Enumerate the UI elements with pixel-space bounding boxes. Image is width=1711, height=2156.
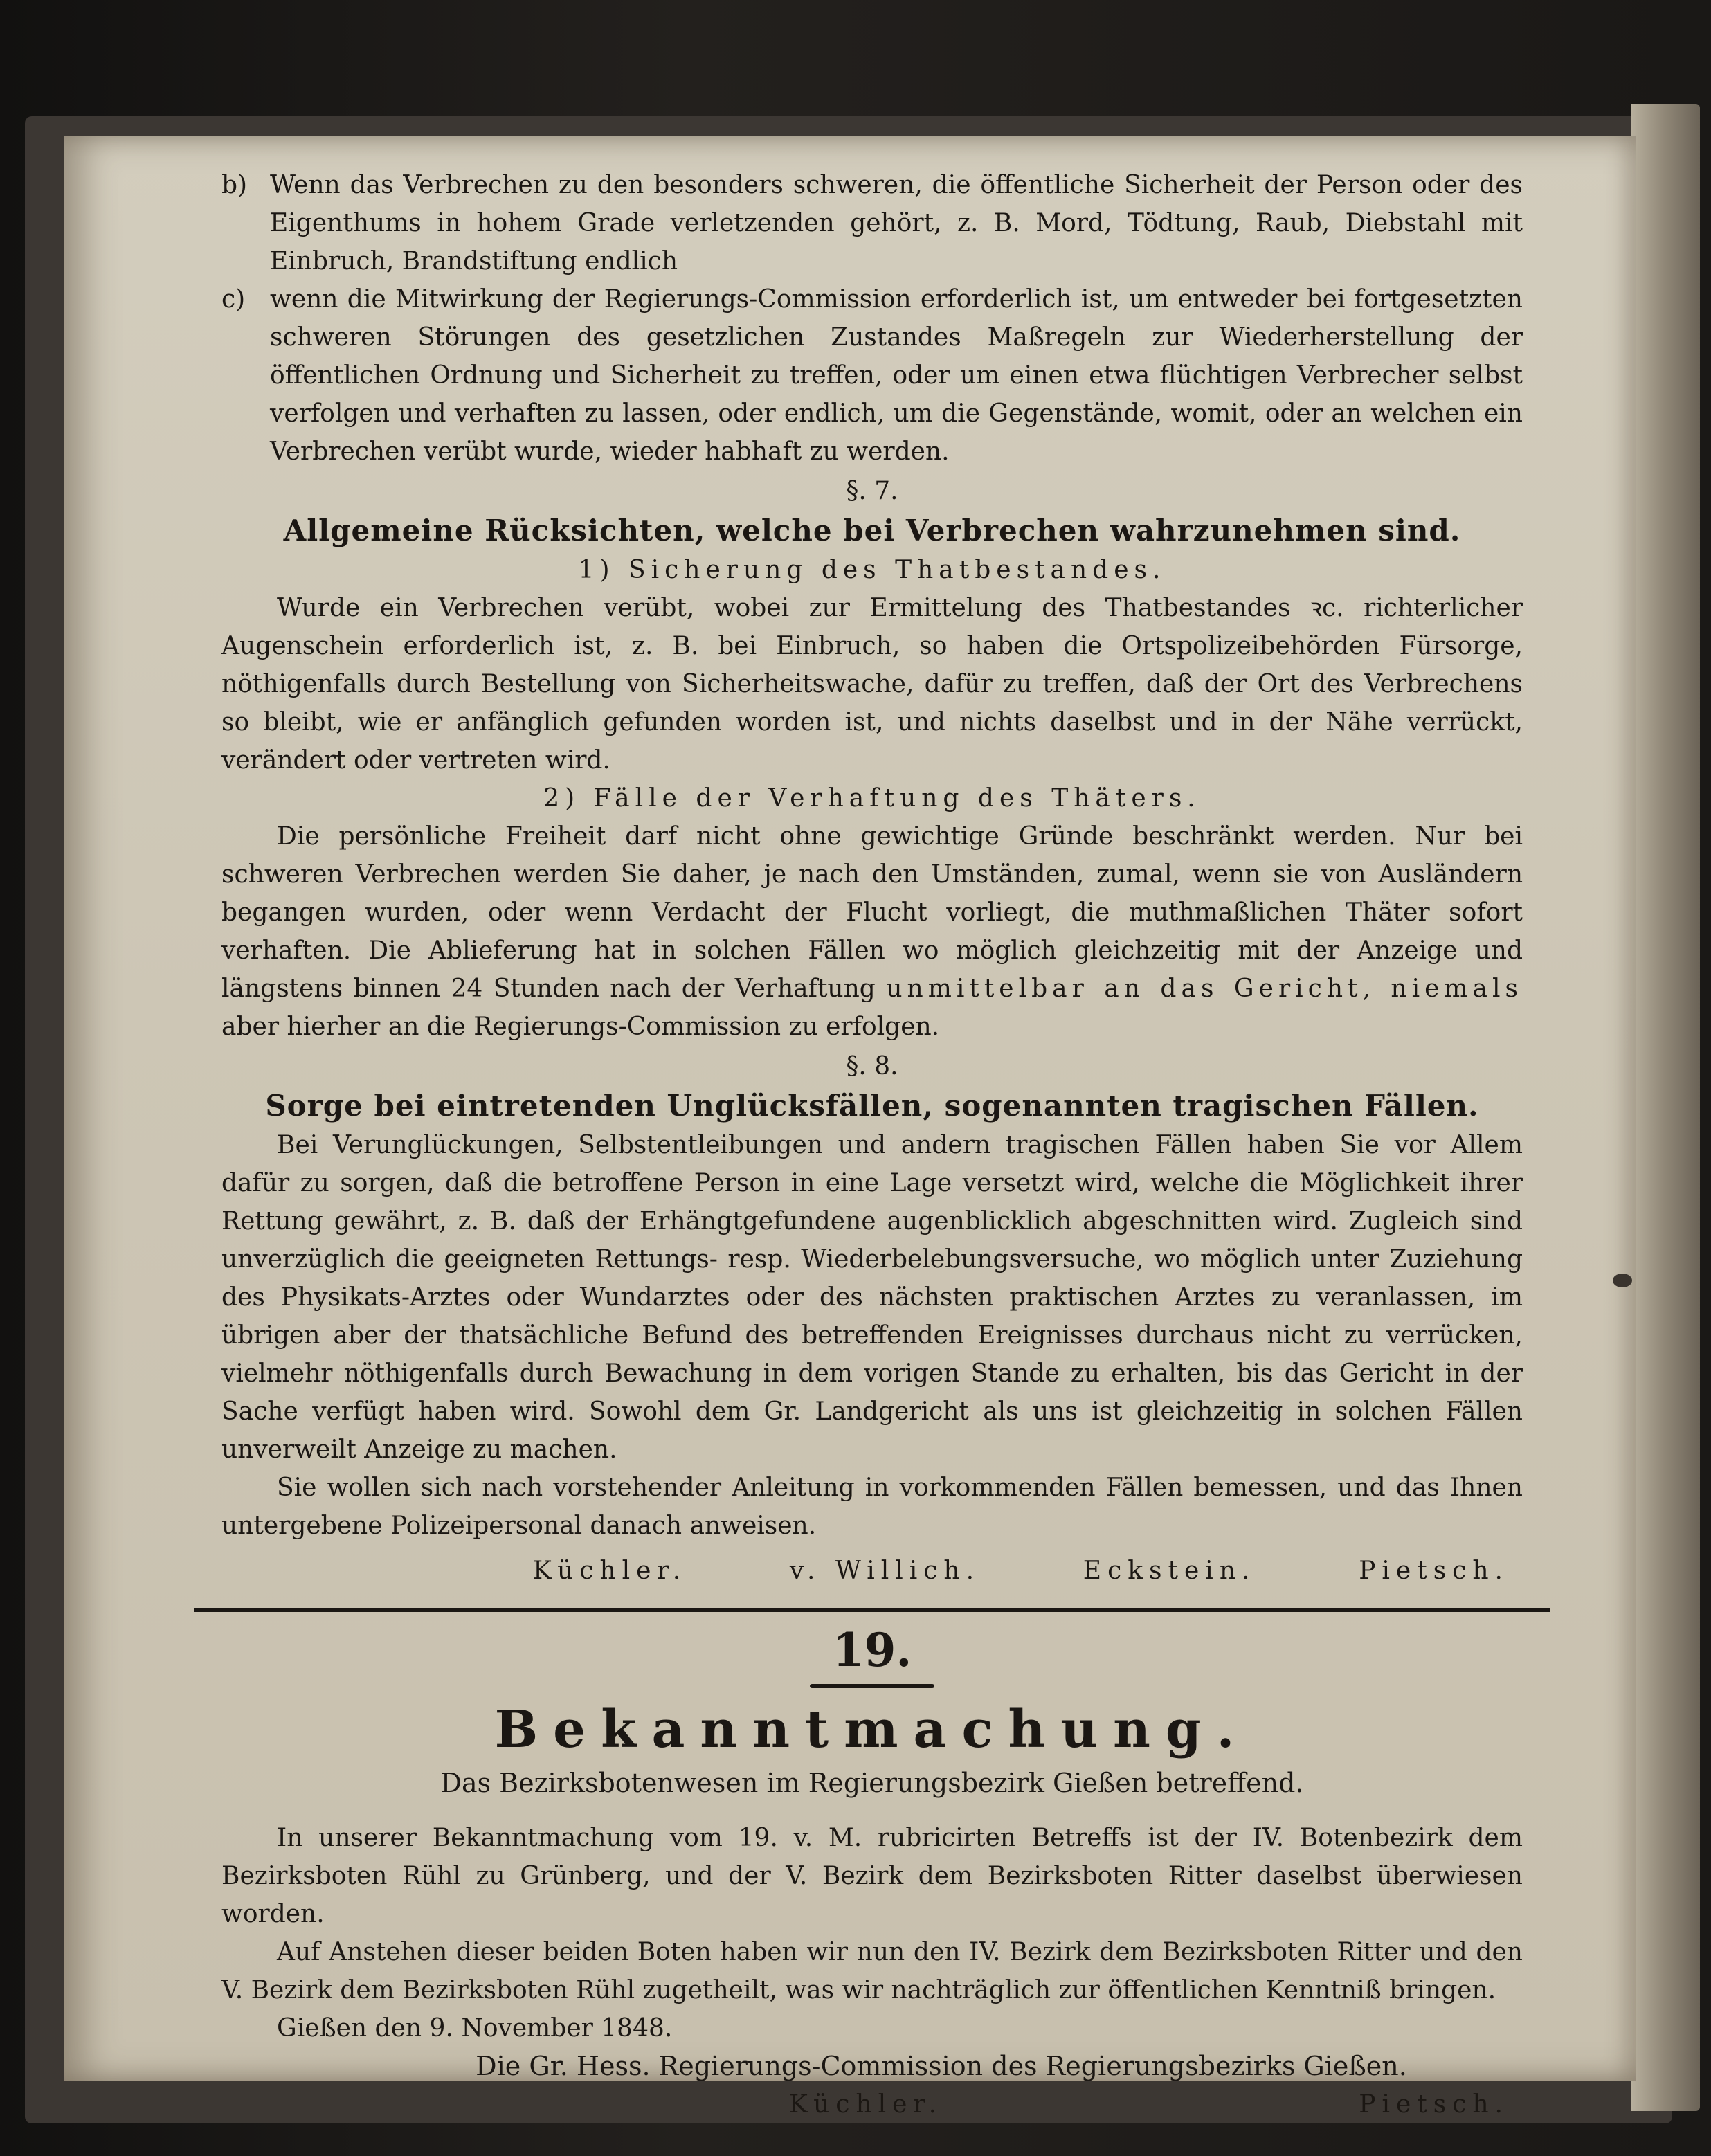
paragraph-text: aber hierher an die Regierungs-Commission zu erfolgen. — [221, 1013, 940, 1041]
notice-number: 19. — [832, 1623, 912, 1677]
section-8-number: §. 8. — [846, 1052, 898, 1080]
signature: Pietsch. — [1359, 2090, 1509, 2119]
notice-subtitle: Das Bezirksbotenwesen im Regierungsbezirk Gießen betreffend. — [440, 1768, 1304, 1798]
page-edge — [1631, 104, 1700, 2111]
signature-row — [221, 1545, 1523, 1590]
section-7-paragraph-2 — [221, 817, 1523, 1046]
section-8-paragraph-1: Bei Verunglückungen, Selbstentleibungen und andern tragischen Fällen haben Sie vor Allem dafür zu sorgen, daß die betroffene Person in eine Lage versetzt wird, welche die Möglichkeit ihrer Rettung gewährt, z. B. daß der Erhängtgefundene augenblicklich abgeschnitten wird. Zugleich sind unverzüglich die geeigneten Rettungs- resp. Wiederbelebungsversuche, wo möglich unter Zuziehung des Physikats-Arztes oder Wundarztes oder des nächsten praktischen Arztes zu veranlassen, im übrigen aber der thatsächliche Befund des betreffenden Ereignisses durchaus nicht zu verrücken, vielmehr nöthigenfalls durch Bewachung in dem vorigen Stande zu erhalten, bis das Gericht in der Sache verfügt haben wird. Sowohl dem Gr. Landgericht als uns ist gleichzeitig in solchen Fällen unverweilt Anzeige zu machen. — [221, 1131, 1523, 1464]
flourish-rule — [810, 1684, 934, 1688]
notice-date: Gießen den 9. November 1848. — [277, 2014, 673, 2042]
notice-paragraph-1: In unserer Bekanntmachung vom 19. v. M. rubricirten Betreffs ist der IV. Botenbezirk dem Bezirksboten Rühl zu Grünberg, und der V. Bezirk dem Bezirksboten Ritter daselbst überwiesen worden. — [221, 1824, 1523, 1928]
signature: Küchler. — [533, 1557, 687, 1585]
section-7-paragraph-1: Wurde ein Verbrechen verübt, wobei zur Ermittelung des Thatbestandes ꝛc. richterlicher Augenschein erforderlich ist, z. B. bei Einbruch, so haben die Ortspolizeibehörden Fürsorge, nöthigenfalls durch Bestellung von Sicherheitswache, dafür zu treffen, daß der Ort des Verbrechens so bleibt, wie er anfänglich gefunden worden ist, und nichts daselbst und in der Nähe verrückt, verändert oder vertreten wird. — [221, 594, 1523, 774]
section-7-number: §. 7. — [846, 477, 898, 505]
section-7-subheading-1: 1) Sicherung des Thatbestandes. — [578, 556, 1166, 584]
section-8-paragraph-2: Sie wollen sich nach vorstehender Anleitung in vorkommenden Fällen bemessen, und das Ihnen untergebene Polizeipersonal danach anweisen. — [221, 1474, 1523, 1540]
list-item-b — [221, 166, 1523, 280]
page-content — [221, 166, 1523, 2123]
notice-paragraph-2: Auf Anstehen dieser beiden Boten haben wir nun den IV. Bezirk dem Bezirksboten Ritter und den V. Bezirk dem Bezirksboten Rühl zugetheilt, was wir nachträglich zur öffentlichen Kenntniß bringen. — [221, 1938, 1523, 2004]
paragraph-text: Die persönliche Freiheit darf nicht ohne gewichtige Gründe beschränkt werden. Nur bei schweren Verbrechen werden Sie daher, je nach den Umständen, zumal, wenn sie von Ausländern begangen wurden, oder wenn Verdacht der Flucht vorliegt, die muthmaßlichen Thäter sofort verhaften. Die Ablieferung hat in solchen Fällen wo möglich gleichzeitig mit der Anzeige und längstens binnen 24 Stunden nach der Verhaftung — [221, 822, 1523, 1003]
section-7-heading: Allgemeine Rücksichten, welche bei Verbrechen wahrzunehmen sind. — [283, 514, 1461, 547]
notice-title: Bekanntmachung. — [494, 1700, 1250, 1759]
item-text: wenn die Mitwirkung der Regierungs-Commission erforderlich ist, um entweder bei fortgesetzten schweren Störungen des gesetzlichen Zustandes Maßregeln zur Wiederherstellung der öffentlichen Ordnung und Sicherheit zu treffen, oder um einen etwa flüchtigen Verbrecher selbst verfolgen und verhaften zu lassen, oder endlich, um die Gegenstände, womit, oder an welchen ein Verbrechen verübt wurde, wieder habhaft zu werden. — [270, 285, 1523, 466]
notice-authority: Die Gr. Hess. Regierungs-Commission des Regierungsbezirks Gießen. — [476, 2051, 1407, 2081]
emphasis-text: unmittelbar an das Gericht, niemals — [886, 975, 1523, 1003]
item-text: Wenn das Verbrechen zu den besonders schweren, die öffentliche Sicherheit der Person oder des Eigenthums in hohem Grade verletzenden gehört, z. B. Mord, Tödtung, Raub, Diebstahl mit Einbruch, Brandstiftung endlich — [270, 171, 1523, 275]
section-7-subheading-2: 2) Fälle der Verhaftung des Thäters. — [543, 784, 1201, 813]
signature: Küchler. — [789, 2090, 943, 2119]
section-8-heading: Sorge bei eintretenden Unglücksfällen, sogenannten tragischen Fällen. — [265, 1089, 1479, 1123]
page-mark — [1613, 1274, 1632, 1287]
notice-signature-row — [221, 2085, 1523, 2123]
signature: Eckstein. — [1083, 1557, 1256, 1585]
signature: v. Willich. — [789, 1557, 981, 1585]
section-divider — [194, 1608, 1550, 1612]
signature: Pietsch. — [1359, 1557, 1509, 1585]
list-item-c — [221, 280, 1523, 471]
item-label: c) — [221, 285, 246, 314]
item-label: b) — [221, 171, 248, 199]
